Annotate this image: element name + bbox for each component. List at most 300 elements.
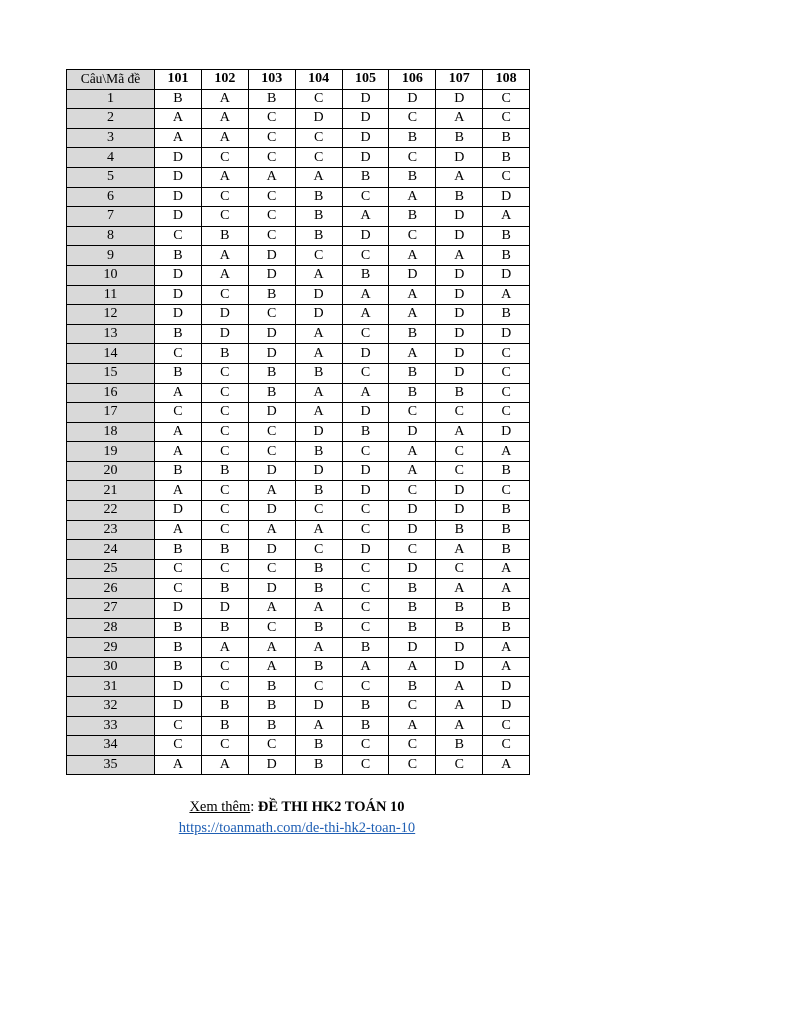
table-row	[67, 677, 530, 697]
answer-cell: C	[248, 618, 295, 638]
answer-cell: D	[342, 109, 389, 129]
answer-cell: A	[342, 305, 389, 325]
answer-cell: A	[342, 207, 389, 227]
answer-cell: B	[342, 265, 389, 285]
answer-cell: A	[436, 697, 483, 717]
answer-cell: A	[248, 599, 295, 619]
answer-cell: B	[248, 716, 295, 736]
answer-cell: B	[436, 618, 483, 638]
answer-cell: C	[436, 403, 483, 423]
question-number-cell: 3	[67, 128, 155, 148]
answer-cell: B	[201, 618, 248, 638]
answer-cell: C	[436, 755, 483, 775]
answer-cell: D	[248, 344, 295, 364]
question-number-cell: 17	[67, 403, 155, 423]
answer-cell: C	[248, 559, 295, 579]
answer-cell: D	[342, 403, 389, 423]
answer-cell: C	[248, 148, 295, 168]
answer-cell: C	[389, 109, 436, 129]
code-header: 108	[483, 70, 530, 90]
answer-cell: C	[389, 755, 436, 775]
see-more-separator: :	[250, 799, 258, 815]
answer-cell: C	[201, 559, 248, 579]
answer-cell: A	[295, 599, 342, 619]
question-number-cell: 18	[67, 422, 155, 442]
answer-cell: D	[483, 265, 530, 285]
see-more-line	[0, 799, 594, 816]
answer-cell: D	[342, 226, 389, 246]
answer-cell: A	[201, 755, 248, 775]
answer-cell: C	[248, 305, 295, 325]
answer-cell: A	[436, 677, 483, 697]
answer-cell: D	[436, 89, 483, 109]
answer-cell: A	[389, 716, 436, 736]
table-row	[67, 128, 530, 148]
question-number-cell: 11	[67, 285, 155, 305]
answer-cell: D	[342, 89, 389, 109]
answer-cell: C	[155, 344, 202, 364]
answer-cell: B	[248, 677, 295, 697]
question-number-cell: 26	[67, 579, 155, 599]
answer-cell: B	[342, 167, 389, 187]
answer-cell: A	[248, 520, 295, 540]
answer-cell: B	[201, 226, 248, 246]
answer-rows	[67, 89, 530, 775]
answer-cell: B	[483, 540, 530, 560]
answer-cell: B	[201, 579, 248, 599]
answer-cell: C	[342, 618, 389, 638]
table-row	[67, 226, 530, 246]
header-row	[67, 70, 530, 90]
answer-cell: A	[483, 638, 530, 658]
answer-cell: D	[201, 599, 248, 619]
question-number-cell: 5	[67, 167, 155, 187]
question-number-cell: 22	[67, 501, 155, 521]
question-number-cell: 19	[67, 442, 155, 462]
table-row	[67, 148, 530, 168]
answer-cell: C	[342, 755, 389, 775]
answer-cell: C	[483, 363, 530, 383]
answer-cell: B	[295, 481, 342, 501]
answer-cell: B	[155, 540, 202, 560]
answer-cell: A	[295, 324, 342, 344]
answer-cell: A	[295, 520, 342, 540]
link-line	[0, 820, 594, 837]
table-row	[67, 383, 530, 403]
answer-cell: A	[295, 344, 342, 364]
table-row	[67, 442, 530, 462]
answer-cell: B	[436, 520, 483, 540]
question-number-cell: 27	[67, 599, 155, 619]
answer-cell: B	[483, 618, 530, 638]
answer-cell: D	[155, 167, 202, 187]
answer-cell: A	[436, 246, 483, 266]
answer-cell: D	[155, 148, 202, 168]
answer-cell: C	[201, 422, 248, 442]
answer-cell: C	[248, 736, 295, 756]
code-header: 104	[295, 70, 342, 90]
answer-cell: D	[295, 109, 342, 129]
question-number-cell: 10	[67, 265, 155, 285]
table-row	[67, 540, 530, 560]
answer-cell: D	[155, 265, 202, 285]
answer-cell: C	[483, 344, 530, 364]
answer-cell: B	[295, 559, 342, 579]
answer-cell: A	[201, 128, 248, 148]
question-number-cell: 33	[67, 716, 155, 736]
question-number-cell: 32	[67, 697, 155, 717]
answer-cell: D	[342, 148, 389, 168]
answer-cell: D	[436, 501, 483, 521]
answer-cell: D	[436, 265, 483, 285]
answer-cell: D	[389, 520, 436, 540]
answer-cell: C	[248, 422, 295, 442]
answer-cell: C	[436, 461, 483, 481]
table-row	[67, 755, 530, 775]
answer-cell: C	[389, 481, 436, 501]
table-row	[67, 109, 530, 129]
answer-cell: C	[295, 501, 342, 521]
table-row	[67, 501, 530, 521]
answer-cell: C	[201, 187, 248, 207]
answer-cell: B	[201, 461, 248, 481]
answer-cell: D	[483, 697, 530, 717]
answer-cell: A	[201, 265, 248, 285]
answer-cell: D	[389, 422, 436, 442]
answer-cell: A	[342, 383, 389, 403]
answer-cell: D	[389, 638, 436, 658]
code-header: 105	[342, 70, 389, 90]
answer-cell: A	[201, 89, 248, 109]
answer-cell: A	[201, 246, 248, 266]
table-row	[67, 324, 530, 344]
answer-cell: B	[155, 618, 202, 638]
question-number-cell: 14	[67, 344, 155, 364]
answer-cell: C	[201, 657, 248, 677]
answer-cell: A	[248, 167, 295, 187]
answer-cell: B	[483, 128, 530, 148]
answer-cell: C	[342, 442, 389, 462]
answer-cell: D	[389, 265, 436, 285]
question-number-cell: 15	[67, 363, 155, 383]
table-row	[67, 305, 530, 325]
answer-cell: D	[342, 461, 389, 481]
answer-cell: B	[295, 226, 342, 246]
answer-cell: D	[155, 187, 202, 207]
answer-cell: B	[389, 599, 436, 619]
table-row	[67, 638, 530, 658]
answer-cell: A	[389, 246, 436, 266]
answer-cell: A	[389, 344, 436, 364]
answer-cell: C	[201, 736, 248, 756]
answer-cell: C	[389, 736, 436, 756]
answer-cell: A	[201, 167, 248, 187]
answer-cell: A	[295, 716, 342, 736]
table-row	[67, 187, 530, 207]
answer-cell: B	[155, 363, 202, 383]
answer-cell: B	[342, 638, 389, 658]
answer-cell: D	[155, 501, 202, 521]
table-row	[67, 599, 530, 619]
answer-cell: B	[436, 599, 483, 619]
answer-cell: B	[389, 207, 436, 227]
answer-cell: D	[201, 305, 248, 325]
answer-cell: C	[342, 187, 389, 207]
answer-cell: B	[295, 187, 342, 207]
answer-cell: D	[483, 324, 530, 344]
answer-cell: D	[436, 148, 483, 168]
answer-cell: C	[483, 109, 530, 129]
table-row	[67, 736, 530, 756]
answer-cell: B	[155, 324, 202, 344]
answer-cell: A	[389, 305, 436, 325]
table-row	[67, 246, 530, 266]
answer-cell: A	[483, 442, 530, 462]
table-row	[67, 657, 530, 677]
answer-cell: D	[295, 305, 342, 325]
answer-cell: D	[342, 540, 389, 560]
answer-cell: B	[248, 285, 295, 305]
question-number-cell: 12	[67, 305, 155, 325]
question-number-cell: 9	[67, 246, 155, 266]
answer-cell: D	[483, 422, 530, 442]
answer-cell: C	[483, 89, 530, 109]
answer-cell: C	[483, 383, 530, 403]
table-row	[67, 265, 530, 285]
see-more-title: ĐỀ THI HK2 TOÁN 10	[257, 799, 405, 815]
answer-cell: B	[295, 657, 342, 677]
answer-cell: B	[295, 579, 342, 599]
answer-cell: D	[155, 285, 202, 305]
answer-cell: A	[248, 657, 295, 677]
answer-cell: A	[248, 638, 295, 658]
answer-cell: A	[483, 207, 530, 227]
table-row	[67, 618, 530, 638]
answer-cell: C	[389, 540, 436, 560]
answer-cell: B	[295, 618, 342, 638]
answer-cell: A	[483, 755, 530, 775]
answer-cell: C	[342, 363, 389, 383]
table-row	[67, 481, 530, 501]
answer-cell: B	[483, 599, 530, 619]
answer-cell: C	[483, 481, 530, 501]
answer-cell: B	[389, 363, 436, 383]
answer-cell: A	[295, 167, 342, 187]
corner-header: Câu\Mã đề	[67, 70, 155, 90]
answer-cell: B	[295, 736, 342, 756]
answer-cell: D	[389, 559, 436, 579]
answer-cell: B	[155, 461, 202, 481]
answer-cell: B	[436, 383, 483, 403]
answer-cell: B	[342, 697, 389, 717]
code-header: 106	[389, 70, 436, 90]
answer-cell: D	[155, 599, 202, 619]
question-number-cell: 7	[67, 207, 155, 227]
answer-cell: D	[436, 285, 483, 305]
question-number-cell: 34	[67, 736, 155, 756]
answer-cell: B	[248, 697, 295, 717]
question-number-cell: 8	[67, 226, 155, 246]
answer-cell: D	[155, 697, 202, 717]
answer-cell: B	[389, 167, 436, 187]
answer-cell: D	[436, 363, 483, 383]
table-row	[67, 167, 530, 187]
question-number-cell: 25	[67, 559, 155, 579]
code-header: 102	[201, 70, 248, 90]
answer-cell: D	[436, 226, 483, 246]
answer-cell: D	[483, 187, 530, 207]
toanmath-link[interactable]: https://toanmath.com/de-thi-hk2-toan-10	[178, 820, 416, 836]
answer-cell: A	[155, 422, 202, 442]
table-row	[67, 461, 530, 481]
question-number-cell: 23	[67, 520, 155, 540]
answer-cell: D	[483, 677, 530, 697]
question-number-cell: 35	[67, 755, 155, 775]
answer-cell: A	[389, 442, 436, 462]
answer-cell: A	[155, 520, 202, 540]
answer-cell: A	[436, 579, 483, 599]
answer-cell: C	[248, 128, 295, 148]
answer-cell: C	[483, 167, 530, 187]
answer-cell: A	[201, 638, 248, 658]
answer-cell: C	[389, 697, 436, 717]
answer-cell: A	[436, 109, 483, 129]
answer-cell: B	[155, 246, 202, 266]
answer-cell: D	[342, 128, 389, 148]
answer-cell: C	[342, 736, 389, 756]
answer-cell: C	[201, 363, 248, 383]
answer-cell: C	[201, 403, 248, 423]
answer-cell: D	[248, 265, 295, 285]
table-row	[67, 403, 530, 423]
answer-cell: C	[342, 559, 389, 579]
answer-cell: D	[389, 501, 436, 521]
answer-cell: C	[436, 442, 483, 462]
answer-cell: A	[483, 559, 530, 579]
answer-cell: D	[389, 89, 436, 109]
answer-cell: A	[295, 403, 342, 423]
answer-cell: D	[248, 246, 295, 266]
answer-cell: B	[389, 383, 436, 403]
answer-cell: A	[295, 638, 342, 658]
code-header: 101	[155, 70, 202, 90]
answer-cell: D	[436, 324, 483, 344]
answer-cell: C	[389, 403, 436, 423]
answer-cell: C	[155, 716, 202, 736]
answer-cell: D	[201, 324, 248, 344]
answer-cell: B	[389, 579, 436, 599]
table-row	[67, 559, 530, 579]
question-number-cell: 20	[67, 461, 155, 481]
table-row	[67, 285, 530, 305]
question-number-cell: 6	[67, 187, 155, 207]
answer-cell: D	[295, 697, 342, 717]
table-row	[67, 579, 530, 599]
answer-cell: D	[248, 324, 295, 344]
answer-cell: B	[483, 461, 530, 481]
answer-cell: A	[295, 383, 342, 403]
answer-cell: D	[248, 540, 295, 560]
answer-key-table	[66, 69, 530, 775]
answer-cell: B	[248, 363, 295, 383]
answer-cell: A	[483, 579, 530, 599]
answer-cell: D	[248, 461, 295, 481]
answer-cell: C	[389, 148, 436, 168]
answer-cell: D	[248, 501, 295, 521]
answer-cell: A	[155, 128, 202, 148]
table-row	[67, 89, 530, 109]
answer-cell: D	[342, 481, 389, 501]
answer-cell: B	[483, 501, 530, 521]
answer-cell: B	[295, 442, 342, 462]
table-row	[67, 422, 530, 442]
answer-cell: C	[201, 520, 248, 540]
answer-cell: C	[342, 579, 389, 599]
answer-cell: B	[155, 638, 202, 658]
answer-cell: B	[389, 128, 436, 148]
table-row	[67, 207, 530, 227]
see-more-label: Xem thêm	[189, 799, 251, 815]
answer-cell: C	[342, 501, 389, 521]
answer-cell: C	[483, 716, 530, 736]
answer-cell: A	[201, 109, 248, 129]
answer-cell: D	[436, 207, 483, 227]
answer-cell: C	[295, 246, 342, 266]
question-number-cell: 16	[67, 383, 155, 403]
question-number-cell: 13	[67, 324, 155, 344]
answer-cell: D	[436, 638, 483, 658]
question-number-cell: 28	[67, 618, 155, 638]
answer-cell: A	[342, 285, 389, 305]
table-row	[67, 716, 530, 736]
answer-cell: C	[201, 501, 248, 521]
answer-cell: D	[248, 403, 295, 423]
answer-cell: A	[155, 383, 202, 403]
answer-cell: A	[155, 442, 202, 462]
answer-cell: A	[248, 481, 295, 501]
answer-cell: C	[295, 148, 342, 168]
answer-cell: C	[155, 559, 202, 579]
answer-cell: A	[155, 109, 202, 129]
table-row	[67, 363, 530, 383]
question-number-cell: 29	[67, 638, 155, 658]
answer-cell: D	[436, 305, 483, 325]
answer-cell: D	[342, 344, 389, 364]
answer-cell: B	[155, 657, 202, 677]
answer-cell: B	[295, 207, 342, 227]
answer-cell: C	[155, 403, 202, 423]
answer-cell: C	[248, 442, 295, 462]
question-number-cell: 30	[67, 657, 155, 677]
answer-cell: D	[436, 481, 483, 501]
answer-cell: C	[201, 383, 248, 403]
question-number-cell: 24	[67, 540, 155, 560]
answer-cell: D	[295, 422, 342, 442]
answer-cell: B	[436, 736, 483, 756]
answer-cell: C	[295, 89, 342, 109]
answer-cell: C	[483, 736, 530, 756]
answer-cell: B	[295, 363, 342, 383]
answer-cell: C	[295, 128, 342, 148]
answer-cell: C	[342, 324, 389, 344]
code-header: 103	[248, 70, 295, 90]
answer-cell: B	[201, 697, 248, 717]
answer-cell: C	[201, 481, 248, 501]
table-row	[67, 344, 530, 364]
answer-cell: C	[342, 246, 389, 266]
table-row	[67, 697, 530, 717]
table-row	[67, 520, 530, 540]
